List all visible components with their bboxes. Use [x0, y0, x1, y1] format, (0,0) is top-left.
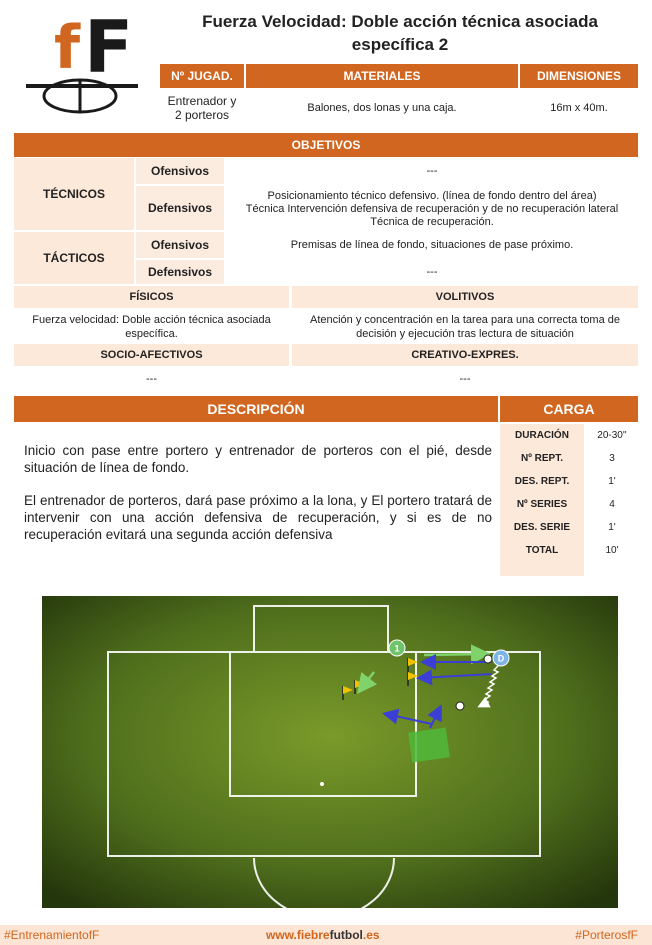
footer-hashtag-right[interactable]: #PorterosfF [575, 928, 638, 942]
carga-row-label: Nº REPT. [521, 452, 563, 464]
volitivos-value: Atención y concentración en la tarea para una correcta toma de decisión y ejecución tras lectura de situación [309, 314, 621, 340]
logo-letter-small: f [54, 13, 81, 83]
descripcion-header: DESCRIPCIÓN [14, 396, 498, 422]
tecnicos-defensivos-value [226, 190, 638, 230]
objetivos-header: OBJETIVOS [14, 133, 638, 157]
tecnicos-ofensivos-value: --- [426, 165, 438, 177]
creativo-label: CREATIVO-EXPRES. [292, 344, 638, 366]
carga-row-value: 10' [605, 544, 619, 556]
penalty-spot [320, 782, 324, 786]
carga-row-value: 3 [609, 452, 615, 464]
carga-row-value: 4 [609, 498, 615, 510]
footer-website-part: www.fiebre [266, 928, 330, 942]
tacticos-ofensivos-label: Ofensivos [136, 232, 224, 258]
carga-row-value: 20-30'' [597, 429, 627, 441]
header-materials: MATERIALES [246, 64, 518, 88]
footer-hashtag-left[interactable]: #EntrenamientofF [4, 928, 100, 942]
socio-afectivos-label: SOCIO-AFECTIVOS [14, 344, 289, 366]
tecnicos-defensivos-line: Posicionamiento técnico defensivo. (línea de fondo dentro del área) [267, 190, 597, 202]
header-players: Nº JUGAD. [160, 64, 244, 88]
fisicos-value: Fuerza velocidad: Doble acción técnica asociada específica. [32, 314, 271, 340]
carga-row-value: 1' [608, 475, 616, 487]
tacticos-ofensivos-value: Premisas de línea de fondo, situaciones de pase próximo. [290, 239, 574, 251]
player-d-label: D [497, 653, 505, 664]
socio-afectivos-value: --- [146, 373, 157, 385]
descripcion-body [24, 442, 492, 559]
tacticos-defensivos-label: Defensivos [136, 260, 224, 284]
players-value: Entrenador y 2 porteros [167, 94, 237, 122]
materials-value: Balones, dos lonas y una caja. [307, 102, 457, 114]
carga-row-label: DURACIÓN [515, 429, 569, 441]
ball-icon [456, 702, 464, 710]
field-diagram [42, 596, 618, 908]
tecnicos-defensivos-label: Defensivos [136, 186, 224, 230]
footer-website-part: .es [362, 928, 380, 942]
page-title: Fuerza Velocidad: Doble acción técnica asociada específica 2 [202, 12, 598, 54]
tacticos-label: TÁCTICOS [14, 232, 134, 284]
descripcion-paragraph: El entrenador de porteros, dará pase próximo a la lona, y El portero tratará de intervenir con una acción defensiva de recuperación, y si es de no recuperación evitará una segunda acción defensiva [24, 493, 492, 542]
header-dimensions: DIMENSIONES [520, 64, 638, 88]
carga-row-label: Nº SERIES [516, 498, 568, 510]
carga-row-label: DES. REPT. [514, 475, 570, 487]
volitivos-label: VOLITIVOS [292, 286, 638, 308]
carga-row-label: DES. SERIE [513, 521, 571, 533]
creativo-value: --- [459, 373, 471, 385]
mat-lona [408, 728, 450, 763]
carga-row-label: TOTAL [525, 544, 559, 556]
tacticos-defensivos-value: --- [426, 266, 438, 278]
field-grass [42, 596, 618, 908]
footer-website-part: futbol [329, 928, 363, 942]
tecnicos-label: TÉCNICOS [14, 158, 134, 230]
arrow-green [424, 654, 486, 655]
tecnicos-defensivos-line: Técnica de recuperación. [370, 216, 494, 228]
descripcion-paragraph: Inicio con pase entre portero y entrenador de porteros con el pié, desde situación de línea de fondo. [24, 443, 492, 475]
footer-website-link[interactable] [266, 928, 380, 942]
tecnicos-defensivos-line: Técnica Intervención defensiva de recuperación y de no recuperación lateral [245, 203, 619, 215]
carga-row-value: 1' [608, 521, 616, 533]
player-1-label: 1 [394, 643, 400, 654]
logo-letter-big: F [84, 5, 134, 89]
dimensions-value: 16m x 40m. [550, 102, 608, 114]
ball-icon [484, 655, 492, 663]
tecnicos-ofensivos-label: Ofensivos [136, 158, 224, 184]
carga-header: CARGA [500, 396, 638, 422]
fisicos-label: FÍSICOS [14, 286, 289, 308]
footer [0, 925, 652, 945]
